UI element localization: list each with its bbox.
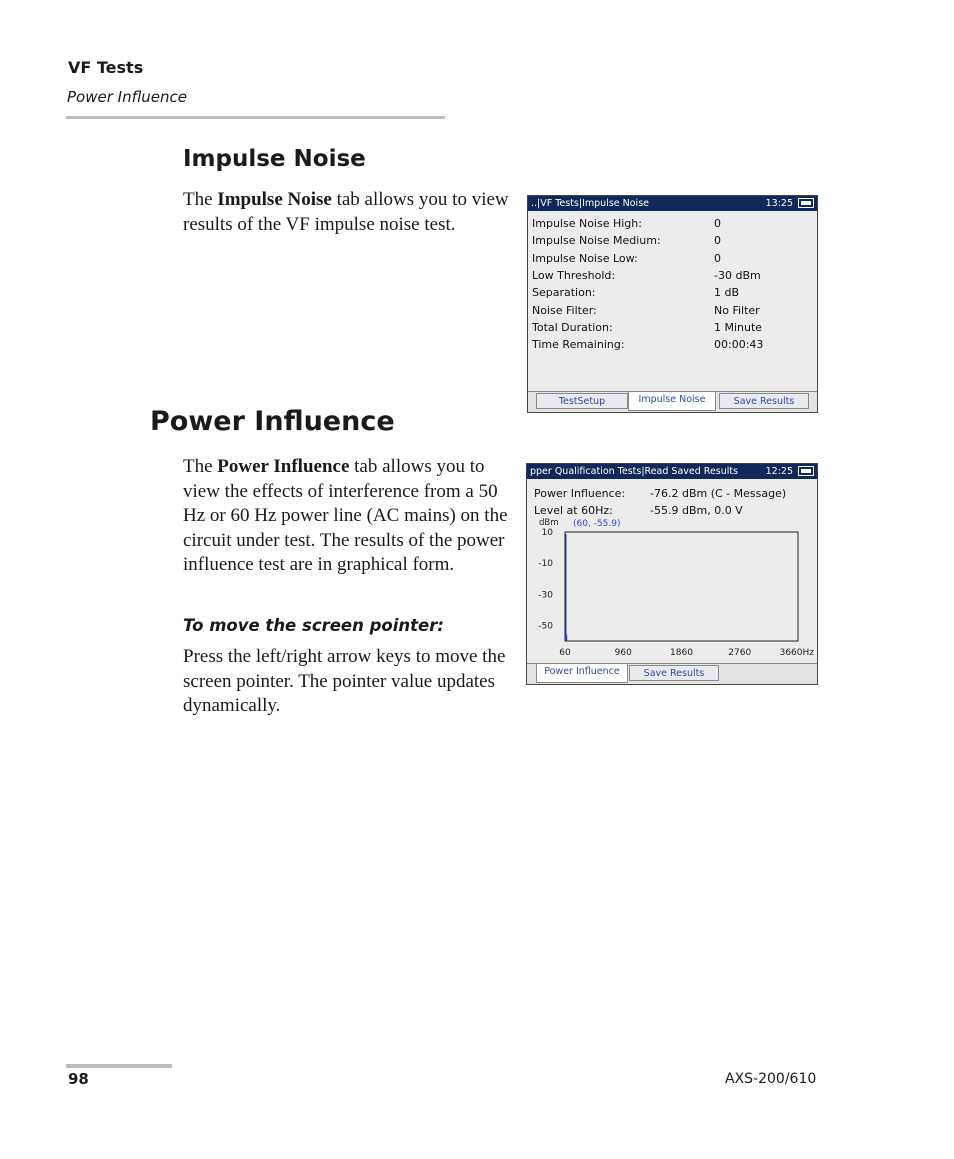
impulse-noise-heading: Impulse Noise	[183, 146, 366, 172]
x-tick-label: 1860	[670, 648, 693, 658]
impulse-result-row-value: 00:00:43	[714, 338, 764, 352]
x-tick-label: 960	[614, 648, 632, 658]
power-influence-heading: Power Influence	[150, 406, 395, 437]
impulse-result-row	[532, 234, 721, 248]
impulse-result-row-value: No Filter	[714, 303, 760, 317]
y-axis-unit-label: dBm	[539, 518, 559, 528]
running-header-subsection: Power Influence	[67, 88, 187, 106]
impulse-p-post: tab allows you to view results of the VF impulse noise test.	[183, 189, 509, 235]
footer-rule	[66, 1064, 172, 1068]
power-p-bold: Power Influence	[217, 456, 350, 477]
y-tick-label: -10	[538, 559, 553, 570]
tab-testsetup[interactable]: TestSetup	[536, 393, 628, 409]
impulse-result-row	[532, 251, 721, 266]
x-tick-label: 3660Hz	[779, 648, 814, 658]
screen2-titlebar	[527, 464, 817, 479]
impulse-p-pre: The	[183, 189, 218, 210]
plot-frame	[565, 532, 798, 641]
pointer-value-label: (60, -55.9)	[573, 519, 621, 529]
header-rule	[66, 116, 445, 119]
impulse-result-row	[532, 338, 764, 352]
impulse-result-row-value: 1 Minute	[714, 320, 763, 334]
x-tick-label: 60	[559, 648, 571, 658]
impulse-result-row-label: Total Duration:	[532, 320, 613, 334]
impulse-result-row	[532, 303, 760, 318]
impulse-noise-paragraph	[183, 188, 513, 237]
impulse-result-row-value: 0	[714, 234, 721, 248]
power-p-post: tab allows you to view the effects of interference from a 50 Hz or 60 Hz power line (AC mains) on the circuit under test. The results of the power influence test are in graphical form.	[183, 456, 508, 575]
procedure-text: Press the left/right arrow keys to move the screen pointer. The pointer value updates dynamically.	[183, 646, 506, 716]
impulse-result-row-label: Impulse Noise High:	[532, 217, 642, 230]
impulse-result-row-label: Impulse Noise Low:	[532, 251, 638, 265]
tab-impulse-noise[interactable]: Impulse Noise	[628, 392, 716, 411]
impulse-result-row-label: Separation:	[532, 286, 596, 300]
impulse-result-row-label: Time Remaining:	[532, 338, 625, 352]
product-name: AXS-200/610	[725, 1071, 817, 1087]
screen2-clock: 12:25	[765, 466, 793, 477]
impulse-p-bold: Impulse Noise	[217, 189, 332, 210]
procedure-heading: To move the screen pointer:	[183, 616, 444, 635]
impulse-result-row	[532, 286, 740, 300]
power-result-row-value: -55.9 dBm, 0.0 V	[650, 504, 743, 517]
impulse-result-row	[532, 268, 761, 283]
power-p-pre: The	[183, 456, 218, 477]
tab-save-results[interactable]: Save Results	[719, 393, 809, 409]
impulse-noise-screen	[527, 195, 818, 413]
power-result-row-label: Level at 60Hz:	[534, 504, 613, 517]
page-number: 98	[68, 1070, 89, 1088]
impulse-result-row-label: Noise Filter:	[532, 303, 597, 317]
battery-icon	[798, 198, 814, 208]
impulse-result-row-value: -30 dBm	[714, 268, 761, 282]
screen1-clock: 13:25	[765, 198, 793, 209]
power-influence-chart[interactable]	[527, 516, 817, 662]
y-tick-label: -50	[538, 621, 553, 632]
impulse-result-row-label: Impulse Noise Medium:	[532, 234, 661, 248]
screen1-title: ..|VF Tests|Impulse Noise	[531, 198, 649, 209]
impulse-result-row	[532, 217, 721, 231]
y-tick-label: 10	[541, 528, 553, 538]
power-influence-paragraph	[183, 455, 518, 578]
power-result-row	[534, 487, 787, 501]
screen2-title: pper Qualification Tests|Read Saved Results	[530, 466, 739, 477]
tab-power-influence[interactable]: Power Influence	[536, 664, 628, 683]
impulse-result-row	[532, 320, 763, 335]
y-tick-label: -30	[538, 590, 553, 601]
impulse-result-row-label: Low Threshold:	[532, 268, 616, 282]
impulse-result-row-value: 0	[714, 217, 721, 230]
running-header-section: VF Tests	[68, 58, 144, 77]
power-influence-screen	[526, 463, 818, 685]
power-result-row-label: Power Influence:	[534, 487, 626, 500]
screen1-tab-bar	[528, 391, 817, 412]
battery-icon	[798, 466, 814, 476]
tab-save-results[interactable]: Save Results	[629, 665, 719, 681]
impulse-result-row-value: 0	[714, 251, 721, 265]
power-result-row-value: -76.2 dBm (C - Message)	[650, 487, 787, 500]
screen1-titlebar	[528, 196, 817, 211]
screen2-tab-bar	[527, 663, 817, 684]
x-tick-label: 2760	[728, 648, 752, 658]
impulse-result-row-value: 1 dB	[714, 286, 740, 300]
